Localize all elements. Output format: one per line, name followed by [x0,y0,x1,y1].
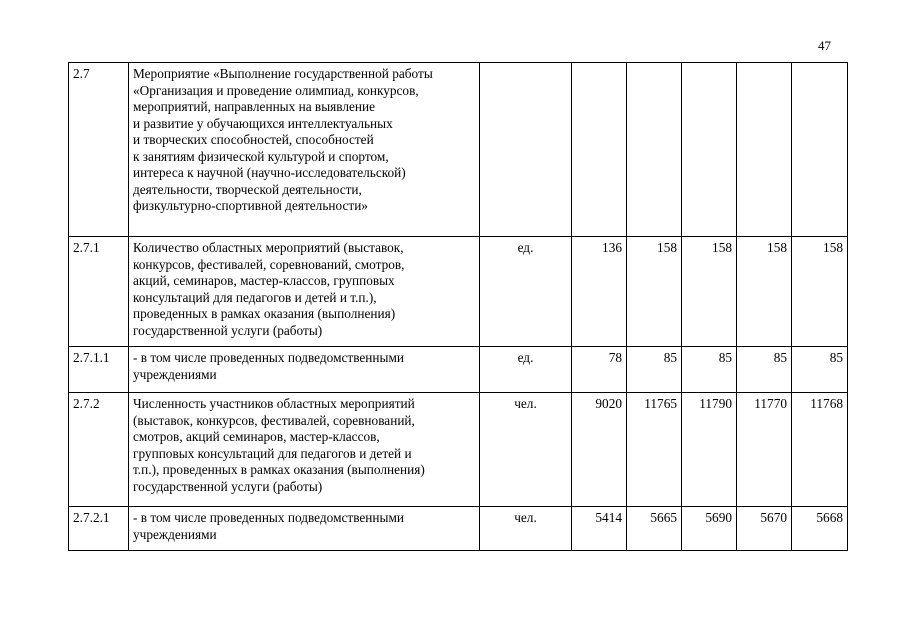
description-line: учреждениями [133,366,217,382]
row-description [129,347,480,393]
description-line: к занятиям физической культурой и спортом, [133,148,389,164]
value-cell: 85 [682,347,737,393]
row-number: 2.7.1.1 [69,347,129,393]
description-line: проведенных в рамках оказания (выполнения) [133,306,396,321]
value-cell [572,63,627,237]
unit-cell: чел. [480,507,572,551]
row-description [129,63,480,237]
value-cell: 85 [627,347,682,393]
value-cell: 158 [792,237,848,347]
value-cell: 5665 [627,507,682,551]
description-line: акций, семинаров, мастер-классов, групповых [133,273,395,288]
description-line: Мероприятие «Выполнение государственной работы [133,66,433,81]
indicators-table [68,62,848,551]
description-line: государственной услуги (работы) [133,322,323,338]
unit-cell: ед. [480,347,572,393]
table-row [69,507,848,551]
description-line: физкультурно-спортивной деятельности» [133,198,368,213]
value-cell: 11770 [737,393,792,507]
description-line: интереса к научной (научно-исследовательской) [133,165,406,180]
table-row [69,347,848,393]
value-cell: 5690 [682,507,737,551]
description-line: (выставок, конкурсов, фестивалей, соревнований, [133,412,415,428]
description-line: деятельности, творческой деятельности, [133,181,362,197]
value-cell [627,63,682,237]
row-number: 2.7 [69,63,129,237]
value-cell: 11765 [627,393,682,507]
value-cell: 5668 [792,507,848,551]
value-cell: 78 [572,347,627,393]
page-number: 47 [818,38,831,53]
unit-cell: чел. [480,393,572,507]
value-cell: 11768 [792,393,848,507]
value-cell: 158 [737,237,792,347]
description-line: государственной услуги (работы) [133,478,323,494]
description-line: и развитие у обучающихся интеллектуальных [133,115,393,131]
description-line: т.п.), проведенных в рамках оказания (выполнения) [133,462,425,477]
value-cell: 5414 [572,507,627,551]
description-line: Количество областных мероприятий (выставок, [133,240,404,255]
row-description [129,393,480,507]
description-line: мероприятий, направленных на выявление [133,99,376,114]
description-line: - в том числе проведенных подведомственными [133,350,404,365]
description-line: конкурсов, фестивалей, соревнований, смотров, [133,256,405,272]
row-number: 2.7.1 [69,237,129,347]
value-cell: 9020 [572,393,627,507]
value-cell: 158 [682,237,737,347]
description-line: смотров, акций семинаров, мастер-классов, [133,429,380,444]
value-cell [792,63,848,237]
value-cell: 85 [737,347,792,393]
description-line: учреждениями [133,526,217,542]
value-cell: 11790 [682,393,737,507]
value-cell: 158 [627,237,682,347]
value-cell [737,63,792,237]
row-description [129,237,480,347]
description-line: «Организация и проведение олимпиад, конкурсов, [133,82,419,98]
description-line: групповых консультаций для педагогов и детей и [133,445,412,461]
row-description [129,507,480,551]
value-cell [682,63,737,237]
description-line: консультаций для педагогов и детей и т.п.), [133,289,377,305]
description-line: - в том числе проведенных подведомственными [133,510,404,525]
table-row [69,237,848,347]
value-cell: 85 [792,347,848,393]
unit-cell [480,63,572,237]
description-line: и творческих способностей, способностей [133,132,374,147]
unit-cell: ед. [480,237,572,347]
description-line: Численность участников областных мероприятий [133,396,415,411]
row-number: 2.7.2.1 [69,507,129,551]
value-cell: 136 [572,237,627,347]
table-row [69,393,848,507]
table-row [69,63,848,237]
row-number: 2.7.2 [69,393,129,507]
value-cell: 5670 [737,507,792,551]
